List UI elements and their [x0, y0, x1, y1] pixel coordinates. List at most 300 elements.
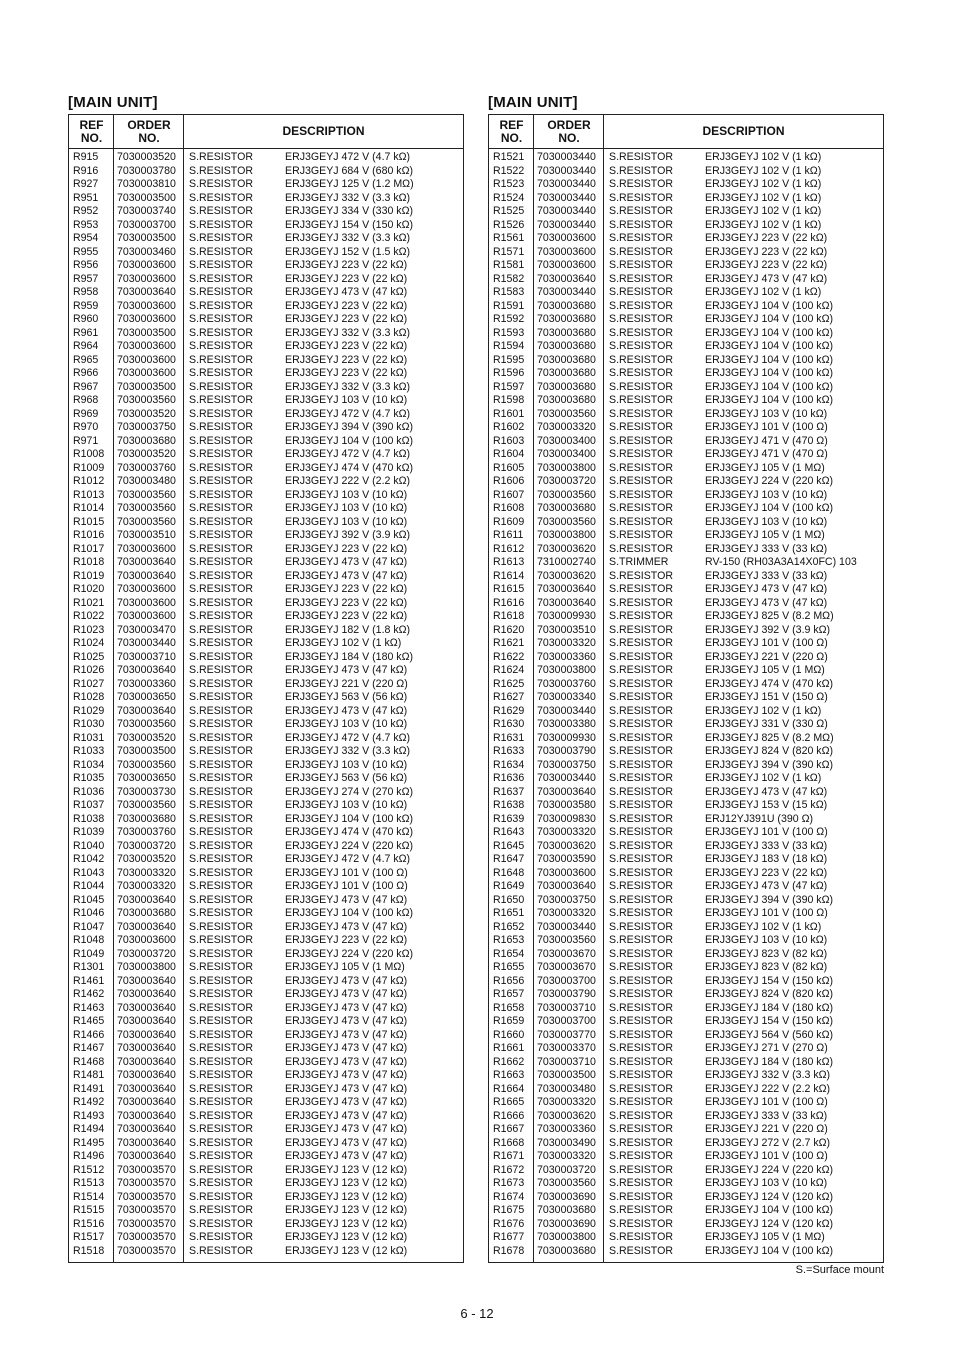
part-spec-cell: ERJ3GEYJ 223 V (22 kΩ): [285, 583, 408, 595]
part-type-cell: S.RESISTOR: [189, 164, 253, 177]
ref-no-cell: R1622: [493, 650, 525, 663]
order-no-cell: 7030003640: [117, 1042, 176, 1054]
ref-no-cell: R1620: [493, 623, 525, 636]
table-row: [69, 772, 463, 786]
ref-no-cell: R1656: [493, 974, 525, 987]
ref-no-cell: R1612: [493, 542, 525, 555]
ref-no-cell: R1494: [73, 1123, 105, 1135]
part-type-cell: S.RESISTOR: [189, 1069, 253, 1081]
part-spec-cell: ERJ3GEYJ 473 V (47 kΩ): [285, 569, 408, 582]
part-spec-cell: ERJ3GEYJ 563 V (56 kΩ): [285, 691, 408, 703]
part-spec-cell: ERJ3GEYJ 333 V (33 kΩ): [705, 569, 828, 582]
order-no-cell: 7030003480: [537, 1082, 596, 1095]
part-spec-cell: ERJ3GEYJ 473 V (47 kΩ): [285, 1123, 408, 1135]
table-row: [69, 394, 463, 408]
part-spec-cell: ERJ3GEYJ 332 V (3.3 kΩ): [285, 745, 411, 757]
ref-no-cell: R1025: [73, 650, 105, 663]
part-spec-cell: ERJ3GEYJ 105 V (1 MΩ): [705, 1231, 825, 1243]
ref-no-cell: R969: [73, 407, 99, 420]
part-spec-cell: ERJ3GEYJ 102 V (1 kΩ): [705, 164, 822, 177]
ref-no-cell: R1046: [73, 907, 105, 919]
ref-no-cell: R1021: [73, 596, 105, 609]
order-no-cell: 7030003360: [117, 677, 176, 690]
order-no-cell: 7030003570: [117, 1190, 176, 1203]
part-spec-cell: ERJ3GEYJ 223 V (22 kΩ): [285, 367, 408, 379]
part-spec-cell: ERJ3GEYJ 825 V (8.2 MΩ): [705, 731, 834, 744]
table-row: [69, 867, 463, 881]
part-spec-cell: ERJ3GEYJ 104 V (100 kΩ): [705, 502, 834, 514]
order-no-cell: 7030003440: [537, 205, 596, 217]
part-type-cell: S.RESISTOR: [189, 556, 253, 568]
part-type-cell: S.RESISTOR: [609, 1069, 673, 1081]
part-type-cell: S.RESISTOR: [189, 907, 253, 919]
part-spec-cell: ERJ3GEYJ 123 V (12 kΩ): [285, 1231, 408, 1243]
part-spec-cell: ERJ3GEYJ 223 V (22 kΩ): [285, 596, 408, 609]
part-type-cell: S.RESISTOR: [609, 1204, 673, 1216]
part-spec-cell: ERJ3GEYJ 472 V (4.7 kΩ): [285, 853, 411, 865]
order-no-cell: 7030003560: [117, 394, 176, 406]
part-spec-cell: ERJ3GEYJ 471 V (470 Ω): [705, 448, 828, 460]
ref-no-cell: R960: [73, 313, 99, 325]
table-row: [489, 583, 883, 597]
order-no-cell: 7030003320: [537, 826, 596, 838]
table-row: [489, 813, 883, 827]
part-type-cell: S.RESISTOR: [189, 826, 253, 838]
part-type-cell: S.RESISTOR: [189, 1055, 253, 1068]
part-type-cell: S.RESISTOR: [189, 326, 253, 339]
part-spec-cell: ERJ3GEYJ 104 V (100 kΩ): [285, 907, 414, 919]
ref-no-cell: R1020: [73, 583, 105, 595]
part-type-cell: S.RESISTOR: [189, 1150, 253, 1162]
ref-no-cell: R955: [73, 245, 99, 258]
order-no-cell: 7030003570: [117, 1244, 176, 1257]
order-no-cell: 7030003320: [537, 637, 596, 649]
order-no-cell: 7030003560: [117, 718, 176, 730]
table-row: [489, 529, 883, 543]
ref-no-cell: R1657: [493, 988, 525, 1000]
table-row: [489, 394, 883, 408]
table-body: [69, 149, 463, 1262]
order-no-cell: 7030003570: [117, 1177, 176, 1189]
table-row: [69, 273, 463, 287]
order-no-cell: 7030003600: [537, 232, 596, 244]
order-no-cell: 7030003320: [117, 866, 176, 879]
part-spec-cell: ERJ3GEYJ 221 V (220 Ω): [705, 650, 828, 663]
table-row: [69, 259, 463, 273]
part-type-cell: S.RESISTOR: [609, 664, 673, 676]
order-no-cell: 7030009930: [537, 731, 596, 744]
ref-no-cell: R952: [73, 205, 99, 217]
order-no-cell: 7030003680: [537, 502, 596, 514]
part-type-cell: S.RESISTOR: [189, 1190, 253, 1203]
part-type-cell: S.RESISTOR: [609, 178, 673, 190]
part-type-cell: S.RESISTOR: [189, 691, 253, 703]
order-no-cell: 7030003680: [117, 812, 176, 825]
part-type-cell: S.RESISTOR: [609, 488, 673, 501]
part-spec-cell: ERJ3GEYJ 392 V (3.9 kΩ): [285, 529, 411, 541]
table-row: [489, 678, 883, 692]
table-row: [489, 840, 883, 854]
part-type-cell: S.RESISTOR: [609, 569, 673, 582]
part-type-cell: S.RESISTOR: [189, 515, 253, 528]
part-type-cell: S.RESISTOR: [189, 232, 253, 244]
part-type-cell: S.RESISTOR: [189, 1082, 253, 1095]
part-spec-cell: ERJ3GEYJ 473 V (47 kΩ): [285, 286, 408, 298]
order-no-cell: 7030009830: [537, 812, 596, 825]
order-no-cell: 7030003440: [537, 178, 596, 190]
table-row: [489, 219, 883, 233]
ref-no-cell: R1591: [493, 299, 525, 312]
part-type-cell: S.RESISTOR: [609, 326, 673, 339]
part-type-cell: S.RESISTOR: [609, 1136, 673, 1149]
part-spec-cell: ERJ3GEYJ 224 V (220 kΩ): [705, 1163, 834, 1176]
table-row: [489, 1042, 883, 1056]
part-spec-cell: ERJ3GEYJ 101 V (100 Ω): [705, 907, 828, 919]
ref-no-cell: R970: [73, 421, 99, 433]
ref-no-cell: R1463: [73, 1001, 105, 1014]
table-row: [489, 907, 883, 921]
part-type-cell: S.RESISTOR: [189, 218, 253, 231]
table-row: [489, 988, 883, 1002]
part-spec-cell: ERJ3GEYJ 394 V (390 kΩ): [705, 893, 834, 906]
part-spec-cell: ERJ3GEYJ 473 V (47 kΩ): [705, 596, 828, 609]
part-type-cell: S.RESISTOR: [609, 367, 673, 379]
part-type-cell: S.RESISTOR: [609, 434, 673, 447]
part-spec-cell: ERJ3GEYJ 223 V (22 kΩ): [285, 340, 408, 352]
ref-no-cell: R968: [73, 394, 99, 406]
part-type-cell: S.RESISTOR: [609, 1109, 673, 1122]
table-row: [489, 556, 883, 570]
ref-no-cell: R1031: [73, 731, 105, 744]
table-row: [69, 745, 463, 759]
part-spec-cell: ERJ3GEYJ 274 V (270 kΩ): [285, 785, 414, 798]
ref-no-cell: R1678: [493, 1244, 525, 1257]
order-no-cell: 7030003640: [117, 1082, 176, 1095]
part-type-cell: S.RESISTOR: [189, 1042, 253, 1054]
ref-no-cell: R961: [73, 326, 99, 339]
table-row: [489, 300, 883, 314]
part-spec-cell: ERJ3GEYJ 102 V (1 kΩ): [705, 191, 822, 204]
order-no-cell: 7030003520: [117, 151, 176, 163]
order-no-cell: 7030003640: [117, 1055, 176, 1068]
table-row: [489, 1123, 883, 1137]
order-no-cell: 7030003700: [117, 218, 176, 231]
part-type-cell: S.RESISTOR: [609, 637, 673, 649]
table-row: [489, 705, 883, 719]
table-row: [69, 1096, 463, 1110]
ref-no-cell: R1651: [493, 907, 525, 919]
table-row: [69, 192, 463, 206]
part-type-cell: S.RESISTOR: [189, 920, 253, 933]
part-type-cell: S.RESISTOR: [189, 610, 253, 622]
part-type-cell: S.RESISTOR: [609, 934, 673, 946]
part-spec-cell: ERJ3GEYJ 103 V (10 kΩ): [285, 718, 408, 730]
part-type-cell: S.RESISTOR: [609, 893, 673, 906]
table-row: [69, 1123, 463, 1137]
ref-no-cell: R1663: [493, 1069, 525, 1081]
order-no-cell: 7030003510: [537, 623, 596, 636]
order-no-cell: 7030003670: [537, 947, 596, 960]
part-spec-cell: ERJ3GEYJ 184 V (180 kΩ): [285, 650, 414, 663]
part-type-cell: S.RESISTOR: [189, 1177, 253, 1189]
table-row: [69, 840, 463, 854]
part-spec-cell: ERJ3GEYJ 103 V (10 kΩ): [285, 502, 408, 514]
table-row: [69, 597, 463, 611]
part-type-cell: S.RESISTOR: [609, 299, 673, 312]
section-title: [MAIN UNIT]: [488, 94, 578, 111]
order-no-cell: 7030003680: [537, 326, 596, 339]
order-no-cell: 7030003560: [537, 934, 596, 946]
ref-no-cell: R1044: [73, 880, 105, 892]
order-no-cell: 7030003640: [117, 1096, 176, 1108]
part-type-cell: S.RESISTOR: [189, 1204, 253, 1216]
part-type-cell: S.RESISTOR: [609, 988, 673, 1000]
table-row: [489, 340, 883, 354]
part-type-cell: S.RESISTOR: [609, 610, 673, 622]
table-row: [69, 543, 463, 557]
part-type-cell: S.RESISTOR: [609, 421, 673, 433]
ref-no-cell: R1022: [73, 610, 105, 622]
ref-no-cell: R1012: [73, 475, 105, 487]
part-type-cell: S.RESISTOR: [609, 151, 673, 163]
part-type-cell: S.RESISTOR: [609, 529, 673, 541]
part-spec-cell: ERJ3GEYJ 152 V (1.5 kΩ): [285, 245, 411, 258]
table-row: [69, 1164, 463, 1178]
part-spec-cell: ERJ3GEYJ 125 V (1.2 MΩ): [285, 178, 414, 190]
part-type-cell: S.RESISTOR: [609, 1177, 673, 1189]
order-no-cell: 7030003640: [117, 1015, 176, 1027]
order-no-cell: 7030003500: [537, 1069, 596, 1081]
part-spec-cell: ERJ3GEYJ 124 V (120 kΩ): [705, 1217, 834, 1230]
order-no-cell: 7030003640: [117, 988, 176, 1000]
order-no-cell: 7310002740: [537, 556, 596, 568]
order-no-cell: 7030003520: [117, 731, 176, 744]
part-spec-cell: ERJ3GEYJ 103 V (10 kΩ): [705, 1177, 828, 1189]
part-type-cell: S.RESISTOR: [609, 718, 673, 730]
order-no-cell: 7030003620: [537, 839, 596, 852]
table-row: [489, 1069, 883, 1083]
order-no-cell: 7030003640: [117, 556, 176, 568]
ref-no-cell: R1493: [73, 1109, 105, 1122]
table-row: [69, 759, 463, 773]
order-no-cell: 7030003620: [537, 569, 596, 582]
part-type-cell: S.RESISTOR: [609, 1042, 673, 1054]
part-type-cell: S.RESISTOR: [189, 637, 253, 649]
header-order-no: ORDER NO.: [127, 117, 171, 145]
ref-no-cell: R964: [73, 340, 99, 352]
order-no-cell: 7030003690: [537, 1190, 596, 1203]
ref-no-cell: R1014: [73, 502, 105, 514]
ref-no-cell: R1664: [493, 1082, 525, 1095]
part-type-cell: S.RESISTOR: [609, 232, 673, 244]
table-row: [489, 273, 883, 287]
ref-no-cell: R1637: [493, 785, 525, 798]
table-row: [69, 475, 463, 489]
ref-no-cell: R1029: [73, 704, 105, 717]
order-no-cell: 7030003800: [537, 1231, 596, 1243]
table-row: [69, 232, 463, 246]
ref-no-cell: R1035: [73, 772, 105, 784]
ref-no-cell: R1462: [73, 988, 105, 1000]
part-type-cell: S.RESISTOR: [189, 583, 253, 595]
part-spec-cell: ERJ3GEYJ 394 V (390 kΩ): [285, 421, 414, 433]
ref-no-cell: R956: [73, 259, 99, 271]
part-type-cell: S.RESISTOR: [189, 475, 253, 487]
order-no-cell: 7030003640: [117, 704, 176, 717]
part-spec-cell: ERJ3GEYJ 392 V (3.9 kΩ): [705, 623, 831, 636]
part-spec-cell: ERJ3GEYJ 564 V (560 kΩ): [705, 1028, 834, 1041]
part-spec-cell: RV-150 (RH03A3A14X0FC) 103: [705, 556, 857, 568]
table-row: [69, 1218, 463, 1232]
table-row: [69, 1191, 463, 1205]
table-header: [489, 115, 883, 149]
table-row: [69, 502, 463, 516]
ref-no-cell: R1654: [493, 947, 525, 960]
ref-no-cell: R1028: [73, 691, 105, 703]
part-spec-cell: ERJ3GEYJ 104 V (100 kΩ): [705, 340, 834, 352]
ref-no-cell: R1639: [493, 812, 525, 825]
ref-no-cell: R1525: [493, 205, 525, 217]
ref-no-cell: R1675: [493, 1204, 525, 1216]
ref-no-cell: R1594: [493, 340, 525, 352]
ref-no-cell: R1676: [493, 1217, 525, 1230]
part-spec-cell: ERJ3GEYJ 103 V (10 kΩ): [285, 799, 408, 811]
part-type-cell: S.RESISTOR: [189, 434, 253, 447]
order-no-cell: 7030003720: [117, 947, 176, 960]
part-spec-cell: ERJ3GEYJ 223 V (22 kΩ): [285, 259, 408, 271]
ref-no-cell: R965: [73, 353, 99, 366]
part-type-cell: S.RESISTOR: [189, 1217, 253, 1230]
ref-no-cell: R1038: [73, 812, 105, 825]
order-no-cell: 7030003790: [537, 988, 596, 1000]
table-row: [69, 421, 463, 435]
part-type-cell: S.RESISTOR: [189, 245, 253, 258]
ref-no-cell: R1583: [493, 286, 525, 298]
ref-no-cell: R1526: [493, 218, 525, 231]
ref-no-cell: R1023: [73, 623, 105, 636]
ref-no-cell: R1045: [73, 893, 105, 906]
part-spec-cell: ERJ3GEYJ 473 V (47 kΩ): [285, 1028, 408, 1041]
part-type-cell: S.RESISTOR: [189, 866, 253, 879]
order-no-cell: 7030003440: [537, 772, 596, 784]
order-no-cell: 7030003520: [117, 407, 176, 420]
order-no-cell: 7030003360: [537, 1123, 596, 1135]
table-row: [69, 570, 463, 584]
part-type-cell: S.RESISTOR: [189, 529, 253, 541]
ref-no-cell: R1649: [493, 880, 525, 892]
part-type-cell: S.RESISTOR: [609, 880, 673, 892]
part-type-cell: S.RESISTOR: [609, 218, 673, 231]
order-no-cell: 7030003510: [117, 529, 176, 541]
part-spec-cell: ERJ3GEYJ 223 V (22 kΩ): [285, 299, 408, 312]
order-no-cell: 7030003600: [117, 340, 176, 352]
table-row: [489, 489, 883, 503]
part-type-cell: S.RESISTOR: [609, 1150, 673, 1162]
table-row: [69, 934, 463, 948]
part-spec-cell: ERJ3GEYJ 123 V (12 kΩ): [285, 1204, 408, 1216]
part-type-cell: S.RESISTOR: [189, 785, 253, 798]
part-type-cell: S.RESISTOR: [609, 164, 673, 177]
part-type-cell: S.RESISTOR: [609, 205, 673, 217]
table-row: [489, 1231, 883, 1245]
part-type-cell: S.TRIMMER: [609, 556, 669, 568]
ref-no-cell: R1513: [73, 1177, 105, 1189]
part-spec-cell: ERJ3GEYJ 124 V (120 kΩ): [705, 1190, 834, 1203]
part-spec-cell: ERJ3GEYJ 473 V (47 kΩ): [285, 1096, 408, 1108]
part-spec-cell: ERJ3GEYJ 473 V (47 kΩ): [285, 1150, 408, 1162]
table-row: [69, 165, 463, 179]
order-no-cell: 7030003690: [537, 1217, 596, 1230]
order-no-cell: 7030003640: [117, 893, 176, 906]
part-type-cell: S.RESISTOR: [189, 448, 253, 460]
part-type-cell: S.RESISTOR: [609, 691, 673, 703]
order-no-cell: 7030003570: [117, 1163, 176, 1176]
part-type-cell: S.RESISTOR: [609, 245, 673, 258]
ref-no-cell: R1037: [73, 799, 105, 811]
table-row: [489, 637, 883, 651]
part-spec-cell: ERJ3GEYJ 221 V (220 Ω): [705, 1123, 828, 1135]
order-no-cell: 7030003500: [117, 380, 176, 393]
ref-no-cell: R1047: [73, 920, 105, 933]
part-spec-cell: ERJ3GEYJ 473 V (47 kΩ): [285, 664, 408, 676]
ref-no-cell: R1026: [73, 664, 105, 676]
part-spec-cell: ERJ3GEYJ 223 V (22 kΩ): [285, 934, 408, 946]
ref-no-cell: R1667: [493, 1123, 525, 1135]
table-row: [489, 259, 883, 273]
part-spec-cell: ERJ3GEYJ 104 V (100 kΩ): [705, 299, 834, 312]
order-no-cell: 7030003680: [537, 299, 596, 312]
ref-no-cell: R1042: [73, 853, 105, 865]
order-no-cell: 7030003560: [117, 502, 176, 514]
ref-no-cell: R1019: [73, 569, 105, 582]
table-row: [69, 246, 463, 260]
part-type-cell: S.RESISTOR: [189, 839, 253, 852]
part-spec-cell: ERJ3GEYJ 105 V (1 MΩ): [705, 529, 825, 541]
ref-no-cell: R1521: [493, 151, 525, 163]
part-type-cell: S.RESISTOR: [609, 475, 673, 487]
part-spec-cell: ERJ3GEYJ 473 V (47 kΩ): [285, 1082, 408, 1095]
part-spec-cell: ERJ3GEYJ 104 V (100 kΩ): [705, 353, 834, 366]
order-no-cell: 7030003370: [537, 1042, 596, 1054]
order-no-cell: 7030003600: [117, 583, 176, 595]
part-type-cell: S.RESISTOR: [609, 1001, 673, 1014]
part-spec-cell: ERJ3GEYJ 123 V (12 kΩ): [285, 1190, 408, 1203]
part-type-cell: S.RESISTOR: [189, 151, 253, 163]
table-row: [69, 205, 463, 219]
order-no-cell: 7030003570: [117, 1204, 176, 1216]
order-no-cell: 7030003340: [537, 691, 596, 703]
order-no-cell: 7030003710: [537, 1055, 596, 1068]
table-row: [489, 921, 883, 935]
part-spec-cell: ERJ3GEYJ 473 V (47 kΩ): [285, 1069, 408, 1081]
part-spec-cell: ERJ3GEYJ 223 V (22 kΩ): [285, 542, 408, 555]
part-spec-cell: ERJ3GEYJ 154 V (150 kΩ): [285, 218, 414, 231]
table-row: [489, 1177, 883, 1191]
part-spec-cell: ERJ3GEYJ 473 V (47 kΩ): [285, 556, 408, 568]
ref-no-cell: R1596: [493, 367, 525, 379]
order-no-cell: 7030003680: [537, 1204, 596, 1216]
parts-table: [68, 114, 464, 1263]
table-row: [69, 1231, 463, 1245]
part-spec-cell: ERJ3GEYJ 105 V (1 MΩ): [705, 664, 825, 676]
order-no-cell: 7030003500: [117, 326, 176, 339]
ref-no-cell: R1495: [73, 1136, 105, 1149]
part-spec-cell: ERJ3GEYJ 105 V (1 MΩ): [705, 461, 825, 474]
part-spec-cell: ERJ3GEYJ 823 V (82 kΩ): [705, 961, 828, 973]
ref-no-cell: R1036: [73, 785, 105, 798]
table-row: [69, 705, 463, 719]
order-no-cell: 7030003320: [537, 421, 596, 433]
